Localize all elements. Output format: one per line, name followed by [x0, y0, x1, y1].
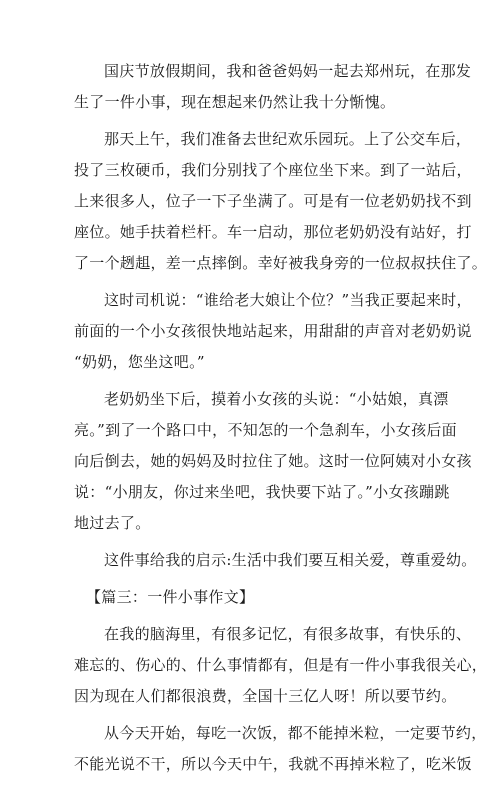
paragraph-line: 从今天开始，每吃一次饭，都不能掉米粒，一定要节约，: [104, 724, 487, 742]
section-heading: 【篇三：一件小事作文】: [86, 588, 255, 606]
paragraph-line: 投了三枚硬币，我们分别找了个座位坐下来。到了一站后，: [74, 161, 472, 179]
paragraph-line: 难忘的、伤心的、什么事情都有，但是有一件小事我很关心，: [74, 656, 488, 674]
paragraph-line: 了一个趔趄，差一点摔倒。幸好被我身旁的一位叔叔扶住了。: [74, 254, 488, 272]
paragraph-7: [74, 718, 487, 780]
paragraph-line: 生了一件小事，现在想起来仍然让我十分惭愧。: [74, 93, 396, 111]
paragraph-line: 因为现在人们都很浪费，全国十三亿人呀！所以要节约。: [74, 687, 457, 705]
paragraph-6: [74, 619, 488, 712]
paragraph-3: [74, 285, 472, 378]
paragraph-line: 国庆节放假期间，我和爸爸妈妈一起去郑州玩，在那发: [104, 62, 472, 80]
paragraph-2: [74, 124, 488, 279]
paragraph-line: 前面的一个小女孩很快地站起来，用甜甜的声音对老奶奶说: [74, 322, 472, 340]
paragraph-line: 老奶奶坐下后，摸着小女孩的头说：“小姑娘，真漂: [104, 390, 449, 408]
paragraph-line: 在我的脑海里，有很多记忆，有很多故事，有快乐的、: [104, 625, 472, 643]
paragraph-5: [74, 545, 477, 576]
paragraph-line: 那天上午，我们准备去世纪欢乐园玩。上了公交车后，: [104, 130, 472, 148]
paragraph-line: 亮。”到了一个路口中，不知怎的一个急刹车，小女孩后面: [74, 421, 457, 439]
paragraph-line: 说：“小朋友，你过来坐吧，我快要下站了。”小女孩蹦跳: [74, 483, 450, 501]
paragraph-line: 不能光说不干，所以今天中午，我就不再掉米粒了，吃米饭: [74, 755, 472, 773]
paragraph-line: 座位。她手扶着栏杆。车一启动，那位老奶奶没有站好，打: [74, 223, 472, 241]
paragraph-line: “奶奶，您坐这吧。”: [74, 353, 205, 371]
paragraph-line: 这件事给我的启示:生活中我们要互相关爱，尊重爱幼。: [104, 551, 477, 569]
paragraph-line: 上来很多人，位子一下子坐满了。可是有一位老奶奶找不到: [74, 192, 472, 210]
paragraph-line: 地过去了。: [74, 514, 151, 532]
paragraph-line: 向后倒去，她的妈妈及时拉住了她。这时一位阿姨对小女孩: [74, 452, 472, 470]
paragraph-line: 这时司机说：“谁给老大娘让个位？”当我正要起来时，: [104, 291, 472, 309]
document-page: [74, 56, 488, 786]
paragraph-1: [74, 56, 472, 118]
paragraph-4: [74, 384, 472, 539]
